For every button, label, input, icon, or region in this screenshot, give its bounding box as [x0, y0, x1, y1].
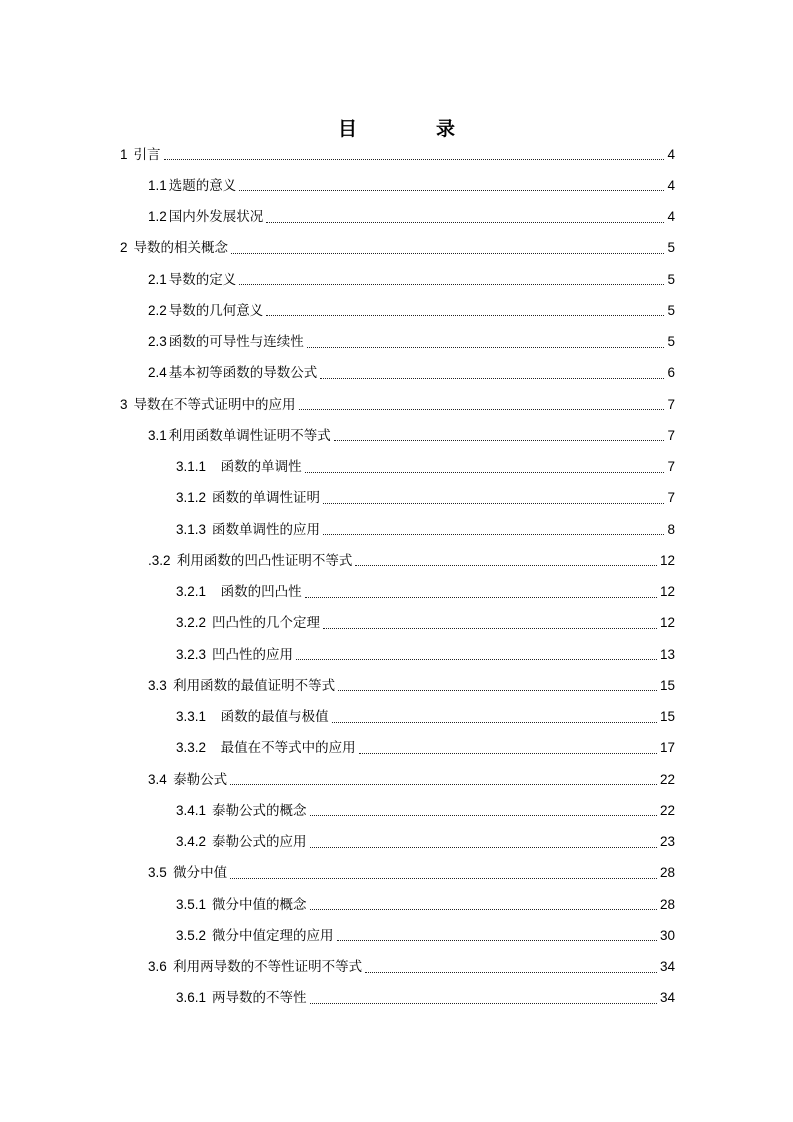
dot-leader [359, 753, 657, 754]
toc-entry[interactable] [0, 670, 793, 701]
dot-leader [338, 690, 657, 691]
toc-entry-title: 两导数的不等性 [212, 990, 307, 1007]
toc-entry-number: 2.4 [148, 365, 167, 381]
toc-entry-title: 利用函数单调性证明不等式 [168, 427, 331, 444]
dot-leader [230, 878, 657, 879]
toc-entry-page-number: 4 [667, 146, 675, 162]
toc-entry-page-number: 28 [659, 896, 675, 912]
toc-entry-title: 泰勒公式 [168, 771, 228, 788]
toc-entry[interactable] [0, 202, 793, 233]
toc-entry-number: 1 [120, 146, 128, 162]
toc-entry-number: 3.4.2 [176, 834, 207, 850]
toc-entry-page-number: 8 [667, 521, 675, 537]
toc-entry-title: 利用函数的最值证明不等式 [168, 677, 336, 694]
toc-entry-page-number: 34 [659, 959, 675, 975]
toc-entry[interactable] [0, 545, 793, 576]
toc-entry-number: 3.1.2 [176, 490, 207, 506]
toc-entry-page-number: 7 [667, 459, 675, 475]
toc-entry-page-number: 4 [667, 209, 675, 225]
toc-entry-page-number: 4 [667, 177, 675, 193]
toc-entry[interactable] [0, 827, 793, 858]
dot-leader [323, 534, 664, 535]
toc-entry-page-number: 12 [659, 584, 675, 600]
toc-entry[interactable] [0, 983, 793, 1014]
toc-entry-title: 国内外发展状况 [168, 209, 264, 226]
toc-entry[interactable] [0, 358, 793, 389]
toc-entry-number: 2.3 [148, 334, 167, 350]
toc-entry-number: 3.1.1 [176, 459, 207, 475]
toc-entry-page-number: 5 [667, 334, 675, 350]
toc-entry-number: 3.2.1 [176, 584, 207, 600]
toc-entry-page-number: 15 [659, 709, 675, 725]
toc-entry[interactable] [0, 577, 793, 608]
toc-entry-title: 微分中值 [168, 865, 228, 882]
dot-leader [323, 503, 664, 504]
toc-entry-number: 3.6.1 [176, 990, 207, 1006]
toc-entry-page-number: 12 [659, 615, 675, 631]
toc-entry-number: 3.4 [148, 771, 167, 787]
toc-entry-title: 函数的最值与极值 [212, 709, 329, 726]
toc-entry-title: 利用函数的凹凸性证明不等式 [172, 552, 353, 569]
toc-entry-page-number: 5 [667, 302, 675, 318]
dot-leader [355, 565, 657, 566]
toc-entry-title: 泰勒公式的概念 [212, 802, 307, 819]
toc-entry[interactable] [0, 139, 793, 170]
toc-entry-title: 导数的相关概念 [133, 240, 229, 257]
dot-leader [310, 815, 657, 816]
toc-entry-page-number: 7 [667, 396, 675, 412]
toc-entry[interactable] [0, 452, 793, 483]
dot-leader [365, 972, 657, 973]
dot-leader [305, 597, 657, 598]
toc-entry[interactable] [0, 420, 793, 451]
toc-entry-title: 函数单调性的应用 [212, 521, 321, 538]
toc-entry-number: 3.5 [148, 865, 167, 881]
toc-entry-number: 3.6 [148, 959, 167, 975]
dot-leader [334, 440, 665, 441]
toc-entry-title: 函数的单调性 [212, 459, 302, 476]
dot-leader [230, 784, 657, 785]
toc-entry-title: 基本初等函数的导数公式 [168, 365, 318, 382]
toc-entry-title: 函数的单调性证明 [212, 490, 321, 507]
toc-entry[interactable] [0, 608, 793, 639]
page-title: 目 录 [337, 117, 485, 140]
toc-entry-number: 3.4.1 [176, 802, 207, 818]
toc-entry-page-number: 34 [659, 990, 675, 1006]
dot-leader [296, 659, 657, 660]
toc-entry-page-number: 6 [667, 365, 675, 381]
toc-entry-title: 利用两导数的不等性证明不等式 [168, 959, 363, 976]
toc-entry[interactable] [0, 170, 793, 201]
toc-entry-number: 3 [120, 396, 128, 412]
toc-entry[interactable] [0, 233, 793, 264]
toc-entry[interactable] [0, 889, 793, 920]
dot-leader [266, 315, 664, 316]
toc-entry-page-number: 5 [667, 271, 675, 287]
toc-entry-number: 2 [120, 240, 128, 256]
toc-entry-title: 微分中值定理的应用 [212, 927, 334, 944]
dot-leader [231, 253, 664, 254]
toc-entry-number: 3.3.1 [176, 709, 207, 725]
dot-leader [305, 472, 665, 473]
toc-entry-number: 3.3.2 [176, 740, 207, 756]
toc-entry-title: 选题的意义 [168, 177, 237, 194]
toc-entry-number: .3.2 [148, 552, 171, 568]
toc-entry[interactable] [0, 295, 793, 326]
toc-entry-page-number: 30 [659, 927, 675, 943]
dot-leader [332, 722, 657, 723]
toc-entry[interactable] [0, 920, 793, 951]
toc-entry-title: 凹凸性的应用 [212, 646, 294, 663]
toc-entry[interactable] [0, 483, 793, 514]
toc-entry-page-number: 12 [659, 552, 675, 568]
toc-entry-title: 泰勒公式的应用 [212, 834, 307, 851]
toc-entry-number: 2.1 [148, 271, 167, 287]
dot-leader [320, 378, 664, 379]
toc-entry-title: 导数的定义 [168, 271, 237, 288]
toc-entry[interactable] [0, 764, 793, 795]
toc-entry-title: 凹凸性的几个定理 [212, 615, 321, 632]
toc-entry-number: 3.3 [148, 677, 167, 693]
toc-entry[interactable] [0, 952, 793, 983]
dot-leader [310, 909, 657, 910]
toc-entry-number: 3.2.3 [176, 646, 207, 662]
toc-entry[interactable] [0, 514, 793, 545]
toc-entry-number: 1.1 [148, 177, 167, 193]
dot-leader [239, 190, 664, 191]
toc-entry-number: 2.2 [148, 302, 167, 318]
toc-entry-number: 3.1.3 [176, 521, 207, 537]
toc-entry-title: 函数的可导性与连续性 [168, 334, 304, 351]
toc-entry-page-number: 15 [659, 677, 675, 693]
toc-entry-title: 函数的凹凸性 [212, 584, 302, 601]
toc-entry-page-number: 13 [659, 646, 675, 662]
toc-entry-title: 微分中值的概念 [212, 896, 307, 913]
toc-entry-page-number: 23 [659, 834, 675, 850]
toc-entry-number: 3.5.2 [176, 927, 207, 943]
dot-leader [239, 284, 664, 285]
toc-entry-number: 3.2.2 [176, 615, 207, 631]
dot-leader [164, 159, 665, 160]
toc-entry-page-number: 5 [667, 240, 675, 256]
toc-entry-page-number: 22 [659, 771, 675, 787]
toc-entry-number: 3.5.1 [176, 896, 207, 912]
toc-entry-number: 3.1 [148, 427, 167, 443]
toc-entry-number: 1.2 [148, 209, 167, 225]
toc-entry[interactable] [0, 702, 793, 733]
dot-leader [337, 940, 657, 941]
dot-leader [310, 847, 657, 848]
toc-entry[interactable] [0, 733, 793, 764]
toc-entry-title: 最值在不等式中的应用 [212, 740, 356, 757]
dot-leader [299, 409, 665, 410]
toc-entry[interactable] [0, 389, 793, 420]
toc-entry-page-number: 28 [659, 865, 675, 881]
table-of-contents [0, 139, 793, 1014]
toc-entry[interactable] [0, 639, 793, 670]
toc-entry[interactable] [0, 264, 793, 295]
dot-leader [323, 628, 657, 629]
toc-entry-title: 导数在不等式证明中的应用 [133, 396, 296, 413]
toc-entry-page-number: 17 [659, 740, 675, 756]
dot-leader [310, 1003, 657, 1004]
toc-entry-page-number: 22 [659, 802, 675, 818]
toc-entry[interactable] [0, 327, 793, 358]
toc-entry-title: 引言 [133, 146, 161, 163]
toc-entry[interactable] [0, 795, 793, 826]
toc-entry-page-number: 7 [667, 490, 675, 506]
toc-entry-page-number: 7 [667, 427, 675, 443]
toc-entry-title: 导数的几何意义 [168, 302, 264, 319]
toc-entry[interactable] [0, 858, 793, 889]
dot-leader [266, 222, 664, 223]
dot-leader [307, 347, 665, 348]
